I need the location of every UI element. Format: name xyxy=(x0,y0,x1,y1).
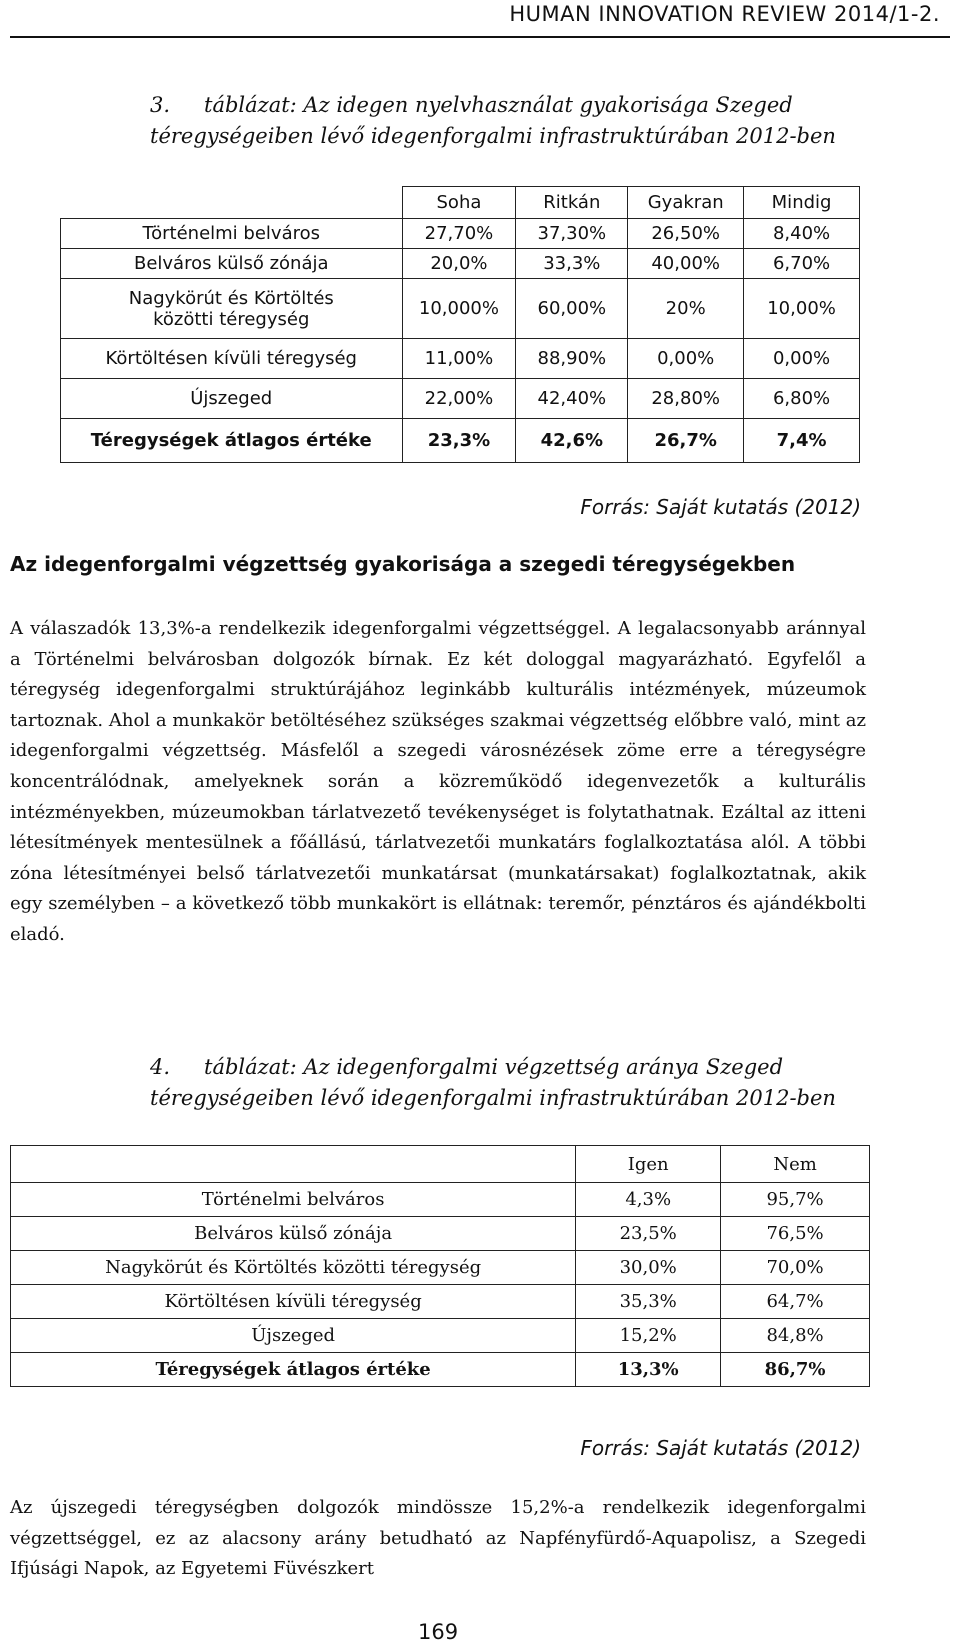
table-row xyxy=(61,379,860,419)
cell: 10,00% xyxy=(744,279,860,339)
cell: 30,0% xyxy=(576,1251,721,1285)
cell: 0,00% xyxy=(628,339,744,379)
cell: 7,4% xyxy=(744,419,860,463)
page-number: 169 xyxy=(418,1620,459,1644)
table4-caption xyxy=(150,1052,836,1114)
cell: 20,0% xyxy=(402,249,516,279)
cell: 60,00% xyxy=(516,279,628,339)
table-row xyxy=(61,219,860,249)
row-label: Történelmi belváros xyxy=(61,219,403,249)
table3 xyxy=(60,186,860,463)
cell: 40,00% xyxy=(628,249,744,279)
table-header-row xyxy=(11,1146,870,1183)
row-label: Belváros külső zónája xyxy=(61,249,403,279)
col-header: Mindig xyxy=(744,187,860,219)
table3-caption xyxy=(150,90,836,152)
row-label: Történelmi belváros xyxy=(11,1183,576,1217)
table3-source: Forrás: Saját kutatás (2012) xyxy=(580,495,861,519)
table-row xyxy=(11,1183,870,1217)
cell: 10,000% xyxy=(402,279,516,339)
cell: 95,7% xyxy=(721,1183,870,1217)
journal-title: HUMAN INNOVATION REVIEW 2014/1-2. xyxy=(509,2,940,26)
cell: 26,50% xyxy=(628,219,744,249)
table-row xyxy=(11,1319,870,1353)
cell: 88,90% xyxy=(516,339,628,379)
cell: 6,70% xyxy=(744,249,860,279)
cell: 11,00% xyxy=(402,339,516,379)
cell: 76,5% xyxy=(721,1217,870,1251)
row-label: Téregységek átlagos értéke xyxy=(11,1353,576,1387)
cell: 64,7% xyxy=(721,1285,870,1319)
cell: 35,3% xyxy=(576,1285,721,1319)
cell: 86,7% xyxy=(721,1353,870,1387)
table4 xyxy=(10,1145,870,1387)
cell: 26,7% xyxy=(628,419,744,463)
cell: 84,8% xyxy=(721,1319,870,1353)
table4-number: 4. xyxy=(150,1055,171,1079)
cell: 70,0% xyxy=(721,1251,870,1285)
table-row xyxy=(61,339,860,379)
running-header xyxy=(10,0,950,38)
table-header-row xyxy=(61,187,860,219)
cell: 37,30% xyxy=(516,219,628,249)
row-label: Újszeged xyxy=(61,379,403,419)
col-header: Ritkán xyxy=(516,187,628,219)
cell: 27,70% xyxy=(402,219,516,249)
row-label: Körtöltésen kívüli téregység xyxy=(11,1285,576,1319)
cell: 23,3% xyxy=(402,419,516,463)
table-row-average xyxy=(11,1353,870,1387)
table3-caption-line1: táblázat: Az idegen nyelvhasználat gyakorisága Szeged xyxy=(204,93,793,117)
section-heading: Az idegenforgalmi végzettség gyakorisága a szegedi téregységekben xyxy=(10,552,796,576)
body-paragraph-2: Az újszegedi téregységben dolgozók mindössze 15,2%-a rendelkezik idegenforgalmi végzettséggel, ez az alacsony arány betudható az Napfényfürdő-Aquapolisz, a Szegedi Ifjúsági Napok, az Egyetemi Füvészkert xyxy=(10,1497,866,1580)
row-label: Körtöltésen kívüli téregység xyxy=(61,339,403,379)
table4-caption-line2: téregységeiben lévő idegenforgalmi infrastruktúrában 2012-ben xyxy=(150,1086,836,1110)
row-label: Újszeged xyxy=(11,1319,576,1353)
cell: 42,40% xyxy=(516,379,628,419)
cell: 6,80% xyxy=(744,379,860,419)
table-row-average xyxy=(61,419,860,463)
cell: 28,80% xyxy=(628,379,744,419)
cell: 42,6% xyxy=(516,419,628,463)
col-header: Igen xyxy=(576,1146,721,1183)
row-label: Nagykörút és Körtöltés közötti téregység xyxy=(61,279,403,339)
table-row xyxy=(61,249,860,279)
table3-caption-line2: téregységeiben lévő idegenforgalmi infrastruktúrában 2012-ben xyxy=(150,124,836,148)
table-row xyxy=(11,1285,870,1319)
col-header: Nem xyxy=(721,1146,870,1183)
cell: 15,2% xyxy=(576,1319,721,1353)
row-label: Nagykörút és Körtöltés közötti téregység xyxy=(11,1251,576,1285)
cell: 23,5% xyxy=(576,1217,721,1251)
col-header: Gyakran xyxy=(628,187,744,219)
row-label: Téregységek átlagos értéke xyxy=(61,419,403,463)
cell: 20% xyxy=(628,279,744,339)
col-header: Soha xyxy=(402,187,516,219)
cell: 13,3% xyxy=(576,1353,721,1387)
body-paragraph: A válaszadók 13,3%-a rendelkezik idegenforgalmi végzettséggel. A legalacsonyabb aránnyal a Történelmi belvárosban dolgozók bírnak. Ez két dologgal magyarázható. Egyfelől a téregység idegenforgalmi struktúrájához leginkább kulturális intézmények, múzeumok tartoznak. Ahol a munkakör betöltéséhez szükséges szakmai végzettség előbbre való, mint az idegenforgalmi végzettség. Másfelől a szegedi városnézések zöme erre a téregységre koncentrálódnak, amelyeknek során a közreműködő idegenvezetők a kulturális intézményekben, múzeumokban tárlatvezető tevékenységet is folytathatnak. Ezáltal az itteni létesítmények mentesülnek a főállású, tárlatvezetői munkatárs foglalkoztatása alól. A többi zóna létesítményei belső tárlatvezetői munkatársat (munkatársakat) foglalkoztatnak, akik egy személyben – a következő több munkakört is ellátnak: teremőr, pénztáros és ajándékbolti eladó. xyxy=(10,618,866,945)
cell: 0,00% xyxy=(744,339,860,379)
cell: 8,40% xyxy=(744,219,860,249)
table4-source: Forrás: Saját kutatás (2012) xyxy=(580,1436,861,1460)
cell: 33,3% xyxy=(516,249,628,279)
table-row xyxy=(11,1251,870,1285)
row-label: Belváros külső zónája xyxy=(11,1217,576,1251)
table3-number: 3. xyxy=(150,93,171,117)
table4-caption-line1: táblázat: Az idegenforgalmi végzettség aránya Szeged xyxy=(204,1055,784,1079)
cell: 4,3% xyxy=(576,1183,721,1217)
cell: 22,00% xyxy=(402,379,516,419)
table-row xyxy=(61,279,860,339)
table-row xyxy=(11,1217,870,1251)
